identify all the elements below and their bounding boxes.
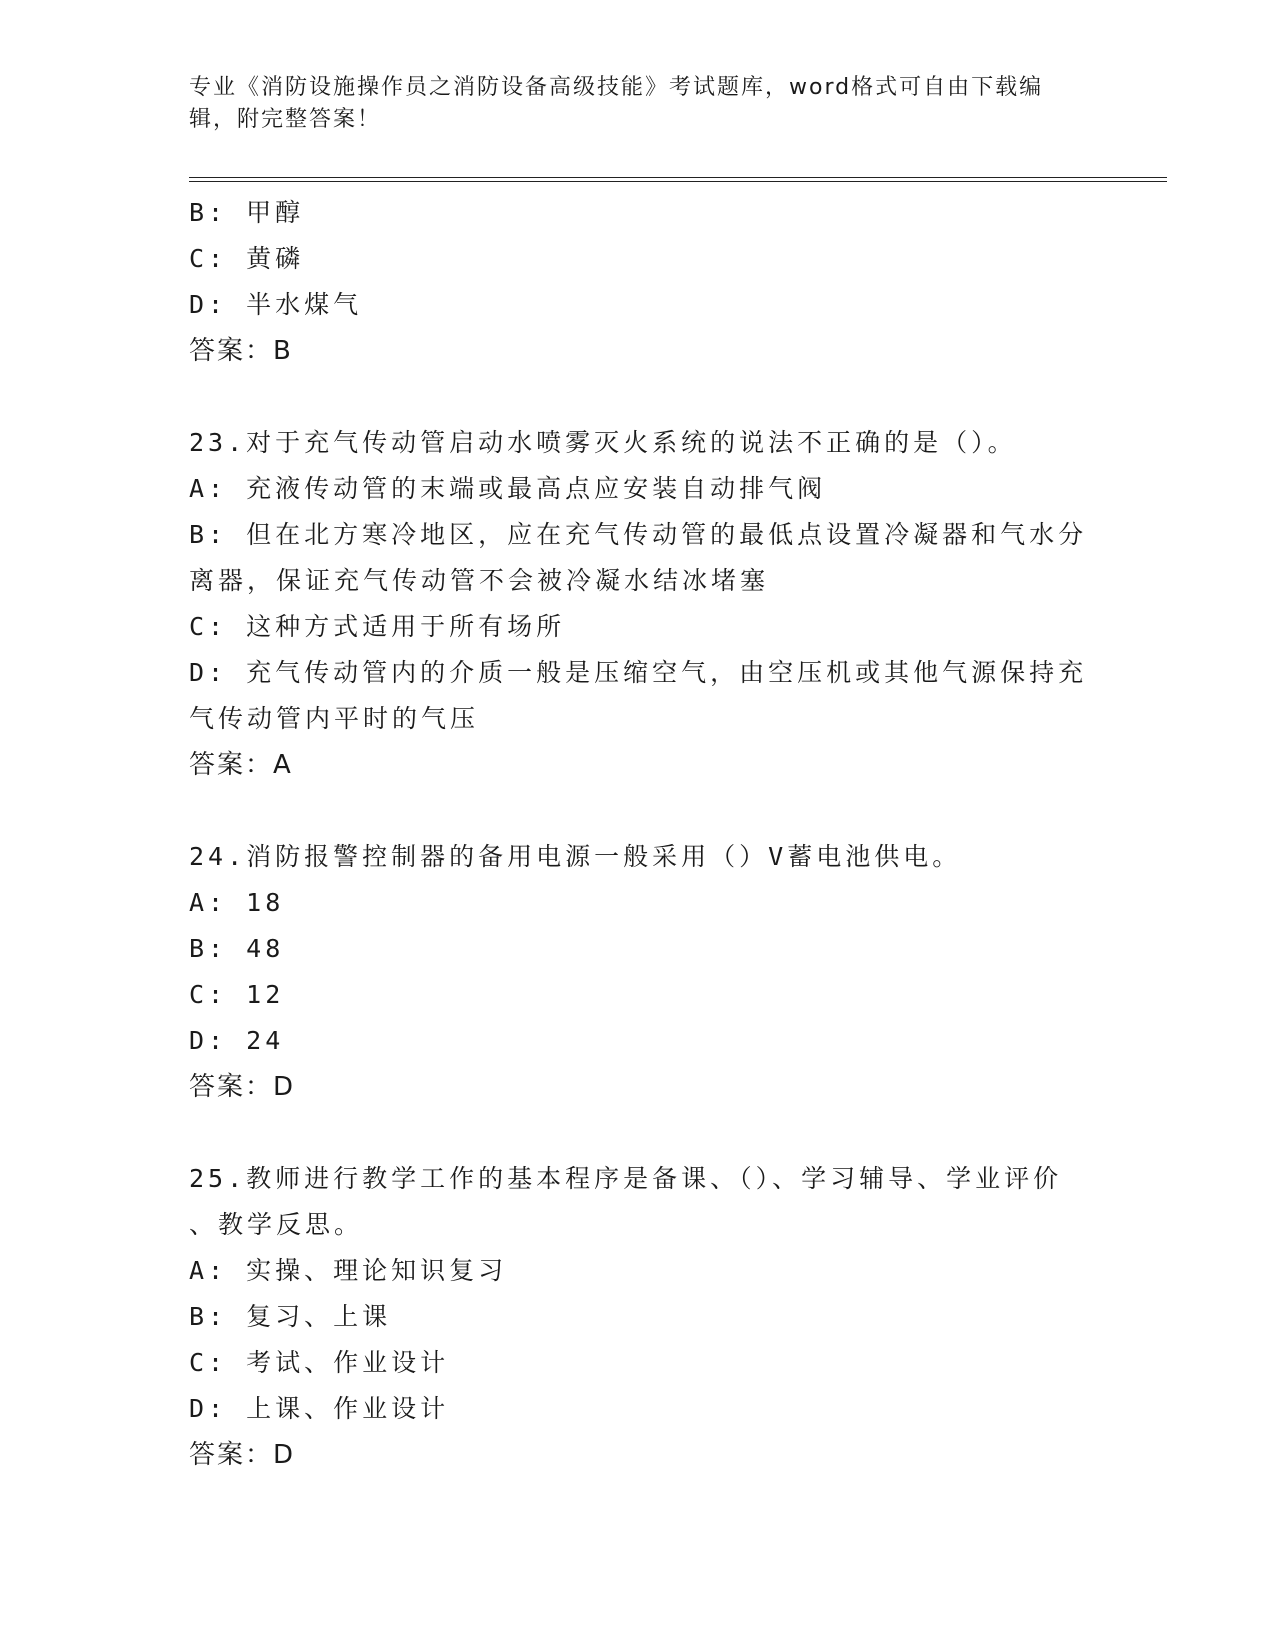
question-spacer: [189, 374, 1089, 420]
answer-label: 答案：D: [189, 1072, 296, 1102]
question-text: 24.消防报警控制器的备用电源一般采用（）V蓄电池供电。: [189, 842, 962, 871]
answer-label: 答案：D: [189, 1440, 296, 1470]
option-c: C: 这种方式适用于所有场所: [189, 612, 566, 641]
option-b: B: 48: [189, 934, 285, 963]
question-list: [189, 190, 1089, 1478]
question-spacer: [189, 1110, 1089, 1156]
option-a: A: 实操、理论知识复习: [189, 1256, 508, 1285]
header-divider: [189, 177, 1167, 182]
question-text-continued: 、教学反思。: [189, 1210, 364, 1239]
option-d-continued: 气传动管内平时的气压: [189, 704, 480, 733]
option-b-continued: 离器，保证充气传动管不会被冷凝水结冰堵塞: [189, 566, 770, 595]
option-d: D: 24: [189, 1026, 285, 1055]
option-b: B: 复习、上课: [189, 1302, 392, 1331]
option-a: A: 充液传动管的末端或最高点应安装自动排气阀: [189, 474, 827, 503]
question-spacer: [189, 788, 1089, 834]
answer-label: 答案：B: [189, 336, 293, 366]
option-c: C: 黄磷: [189, 244, 305, 273]
option-b: B: 甲醇: [189, 198, 305, 227]
question-24: [189, 834, 1089, 1110]
question-25: [189, 1156, 1089, 1478]
question-22-tail: [189, 190, 1089, 374]
answer-label: 答案：A: [189, 750, 293, 780]
option-b: B: 但在北方寒冷地区，应在充气传动管的最低点设置冷凝器和气水分: [189, 520, 1088, 549]
option-d: D: 充气传动管内的介质一般是压缩空气，由空压机或其他气源保持充: [189, 658, 1088, 687]
document-header: 专业《消防设施操作员之消防设备高级技能》考试题库，word格式可自由下载编辑，附完整答案！: [189, 75, 1044, 132]
question-text: 25.教师进行教学工作的基本程序是备课、（）、学习辅导、学业评价: [189, 1164, 1063, 1193]
option-d: D: 上课、作业设计: [189, 1394, 450, 1423]
option-c: C: 考试、作业设计: [189, 1348, 450, 1377]
option-d: D: 半水煤气: [189, 290, 363, 319]
question-text: 23.对于充气传动管启动水喷雾灭火系统的说法不正确的是（）。: [189, 428, 1017, 457]
option-a: A: 18: [189, 888, 285, 917]
option-c: C: 12: [189, 980, 285, 1009]
question-23: [189, 420, 1089, 788]
